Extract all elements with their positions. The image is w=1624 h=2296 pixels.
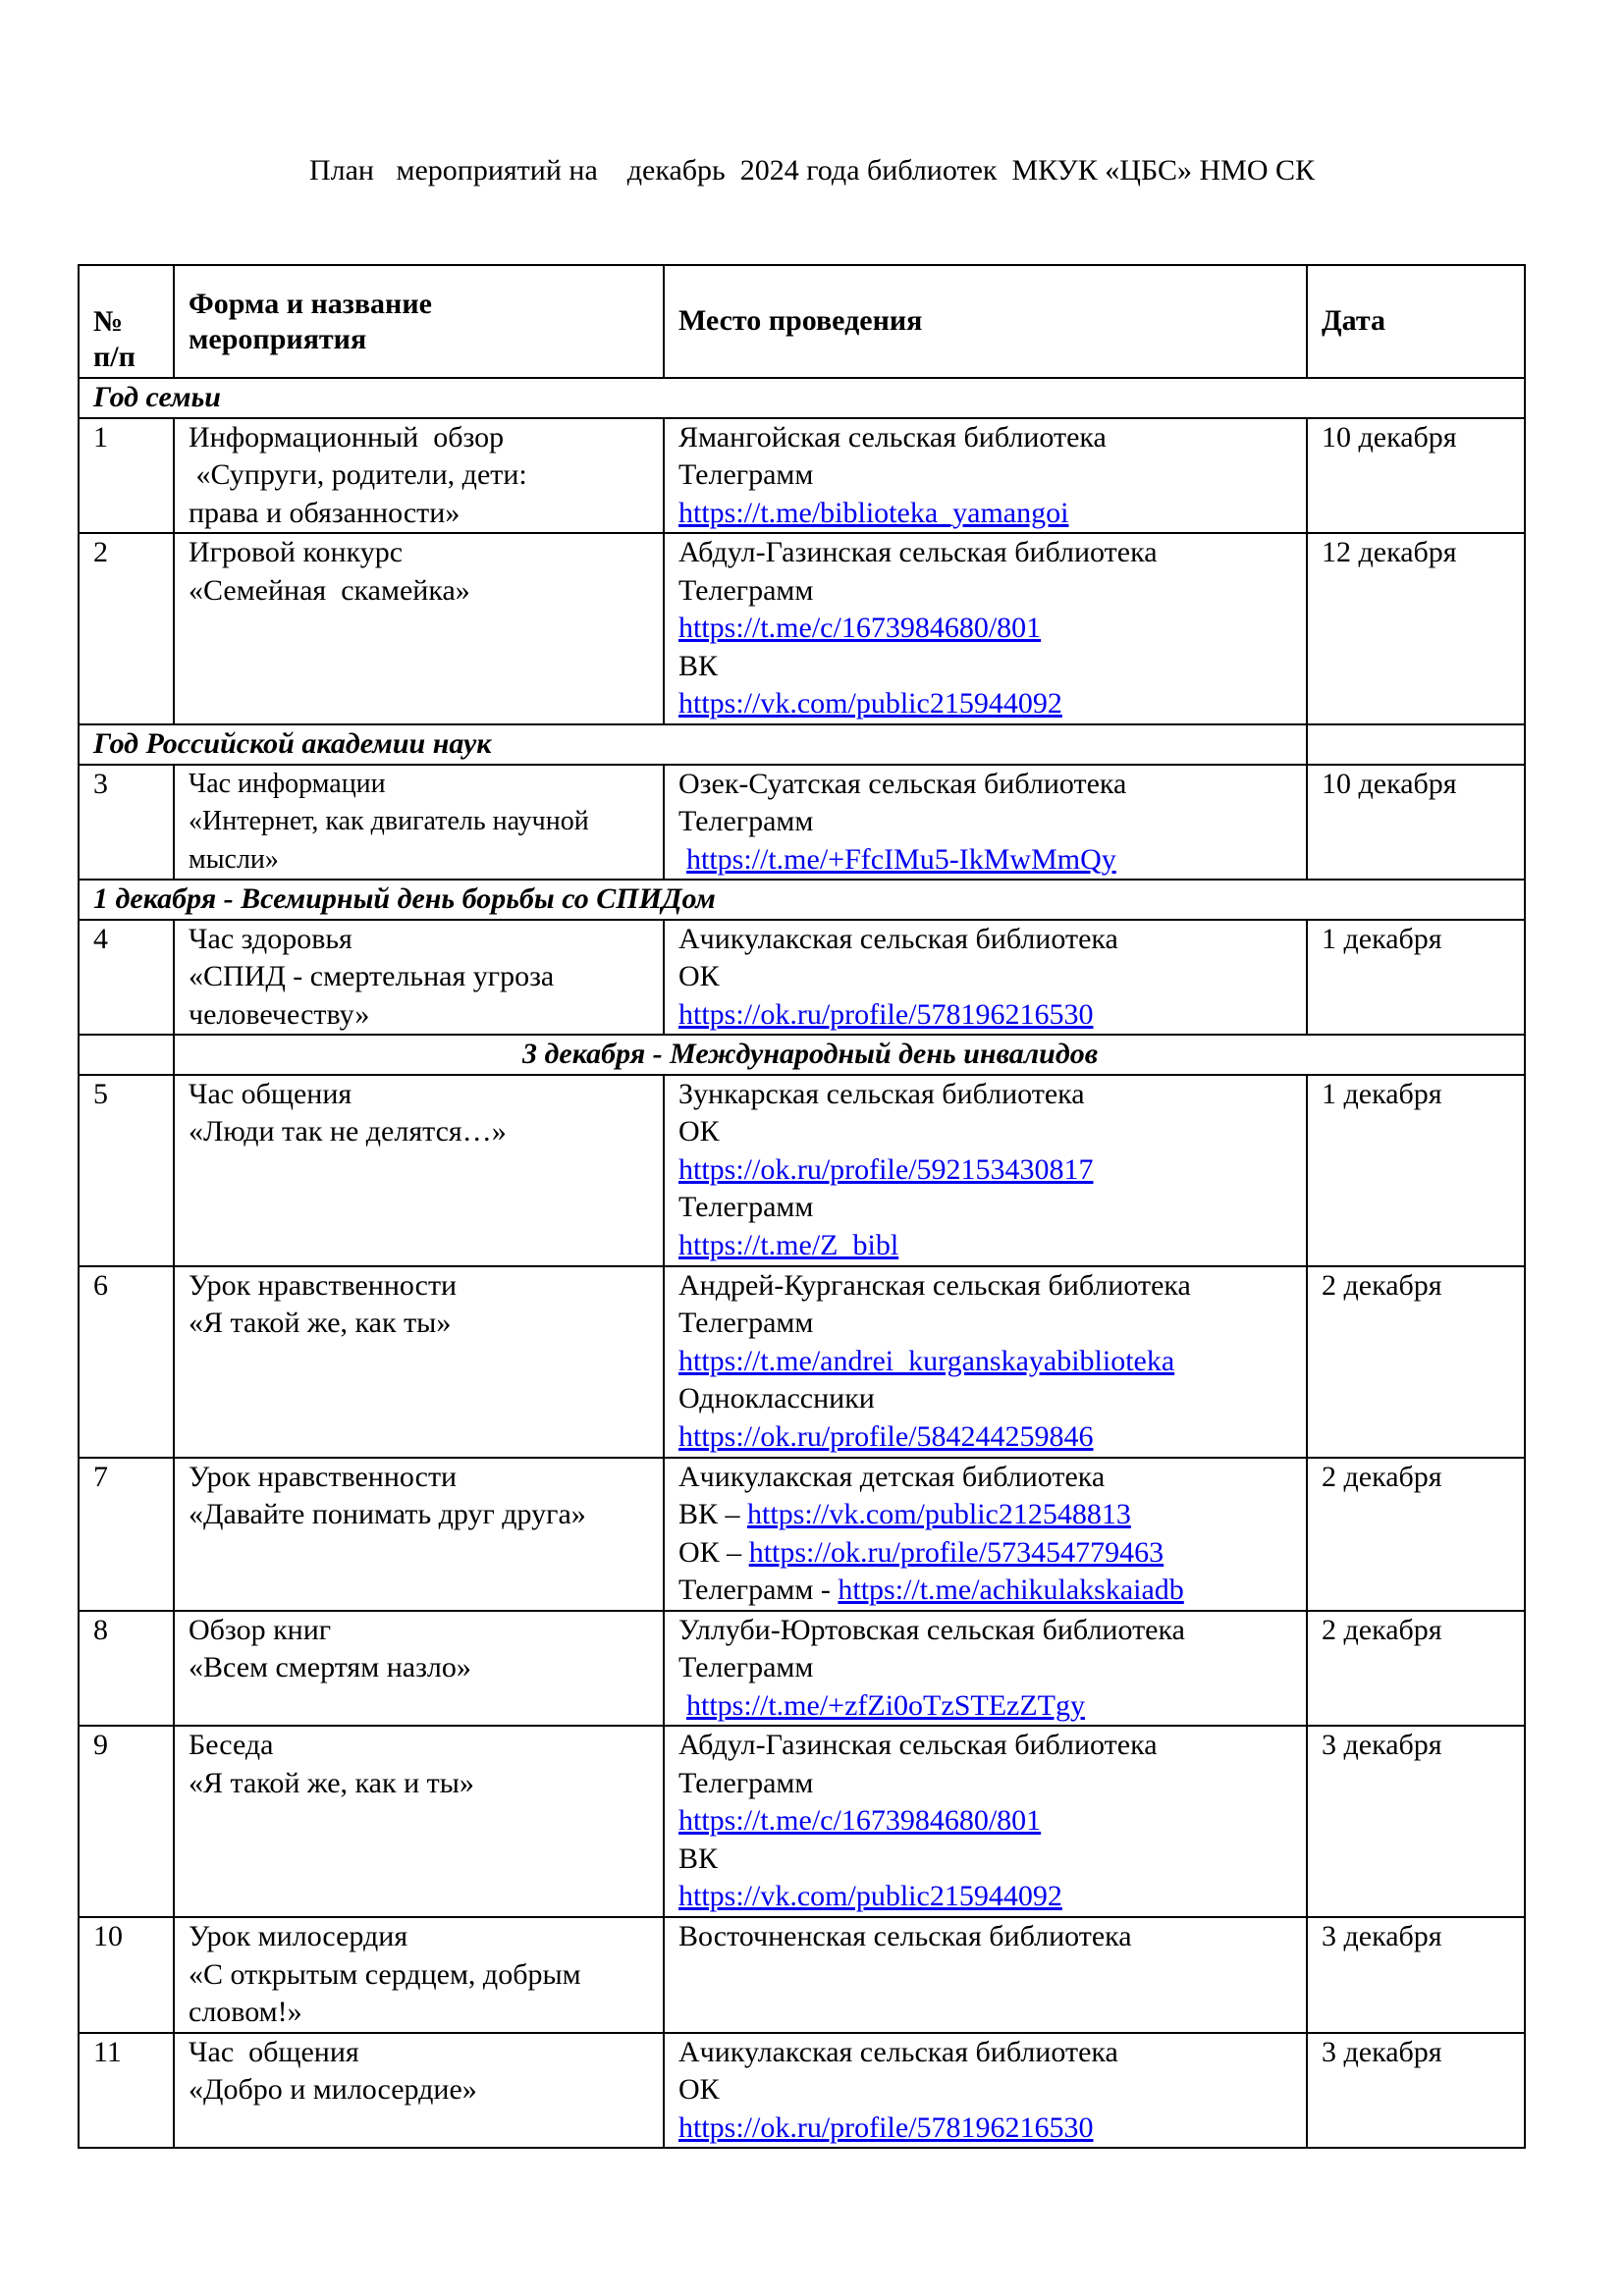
platform-label: ВК [678,649,719,682]
section-title: Год Российской академии наук [79,724,1307,765]
event-title: «Я такой же, как ты» [189,1307,452,1339]
section-title: 1 декабря - Всемирный день борьбы со СПИДом [79,880,1525,920]
event-title: права и обязанности» [189,496,460,529]
library-name: Ачикулакская сельская библиотека [678,2035,1118,2068]
event-place [664,1266,1307,1458]
row-number: 11 [79,2033,174,2149]
platform-label: ОК [678,1115,720,1148]
library-name: Абдул-Газинская сельская библиотека [678,536,1158,568]
event-place [664,1611,1307,1727]
platform-label: Телеграмм [678,458,814,491]
event-date: 10 декабря [1307,418,1525,534]
library-name: Зункарская сельская библиотека [678,1077,1085,1110]
event-name [174,1611,664,1727]
section-row [79,1035,1525,1075]
event-link[interactable]: https://t.me/andrei_kurganskayabiblioteka [678,1344,1175,1377]
event-form: Урок нравственности [189,1268,458,1302]
platform-label: Телеграмм [678,1307,814,1339]
section-row [79,378,1525,418]
event-place [664,2033,1307,2149]
event-form: Информационный обзор [189,420,505,454]
library-name: Ямангойская сельская библиотека [678,420,1107,454]
event-name [174,1266,664,1458]
table-row [79,1726,1525,1917]
section-row [79,880,1525,920]
section-title: Год семьи [79,378,1525,418]
event-link[interactable]: https://t.me/achikulakskaiadb [838,1574,1184,1606]
header-name-line2: мероприятия [189,322,367,355]
event-date: 1 декабря [1307,920,1525,1036]
event-link[interactable]: https://ok.ru/profile/592153430817 [678,1152,1094,1186]
event-date: 3 декабря [1307,2033,1525,2149]
platform-label: ВК [678,1842,719,1875]
event-date: 10 декабря [1307,765,1525,881]
event-link[interactable]: https://t.me/c/1673984680/801 [678,612,1042,644]
document-title: План мероприятий на декабрь 2024 года библиотек МКУК «ЦБС» НМО СК [308,154,1316,187]
event-link[interactable]: https://ok.ru/profile/573454779463 [748,1535,1164,1569]
event-place [664,1917,1307,2033]
event-name [174,2033,664,2149]
table-row [79,920,1525,1036]
platform-label: ОК [678,960,720,992]
event-title: «Люди так не делятся…» [189,1115,507,1148]
event-name [174,533,664,724]
row-number: 4 [79,920,174,1036]
header-name-line1: Форма и название [189,287,432,320]
table-header-row [79,265,1525,378]
event-title: мысли» [189,843,279,875]
event-title: «Я такой же, как и ты» [189,1766,474,1799]
event-link[interactable]: https://vk.com/public212548813 [747,1498,1131,1530]
event-link[interactable]: https://vk.com/public215944092 [678,687,1062,720]
event-form: Час информации [189,768,386,799]
event-link[interactable]: https://ok.ru/profile/578196216530 [678,997,1094,1031]
event-link[interactable]: https://vk.com/public215944092 [678,1880,1062,1912]
row-number: 8 [79,1611,174,1727]
header-number [79,265,174,378]
event-form: Час общения [189,1077,352,1110]
event-name [174,1075,664,1266]
event-place [664,533,1307,724]
platform-label: ОК – [678,1535,749,1569]
event-place [664,1726,1307,1917]
header-event-name [174,265,664,378]
event-date: 1 декабря [1307,1075,1525,1266]
event-date: 2 декабря [1307,1611,1525,1727]
event-link[interactable]: https://ok.ru/profile/584244259846 [678,1419,1094,1453]
platform-label: Телеграмм [678,1651,814,1683]
event-title: «Давайте понимать друг друга» [189,1498,586,1530]
event-title: «Супруги, родители, дети: [189,458,527,491]
event-form: Игровой конкурс [189,536,404,568]
table-row [79,1075,1525,1266]
table-row [79,1611,1525,1727]
event-form: Урок нравственности [189,1460,458,1493]
header-place: Место проведения [664,265,1307,378]
row-number: 9 [79,1726,174,1917]
header-number-line1: № [93,305,124,338]
event-title: «Всем смертям назло» [189,1651,471,1683]
row-number: 7 [79,1458,174,1611]
header-date: Дата [1307,265,1525,378]
library-name: Восточненская сельская библиотека [678,1920,1132,1952]
row-number: 3 [79,765,174,881]
platform-label: Телеграмм [678,573,814,607]
platform-label: Телеграмм [678,1766,814,1799]
event-title: «СПИД - смертельная угроза [189,960,555,992]
event-place [664,765,1307,881]
event-title: «Семейная скамейка» [189,573,470,607]
event-place [664,1075,1307,1266]
table-row [79,765,1525,881]
table-row [79,1458,1525,1611]
event-title: словом!» [189,1996,302,2028]
section-empty-cell [79,1035,174,1075]
event-name [174,765,664,881]
event-link[interactable]: https://t.me/c/1673984680/801 [678,1804,1042,1837]
library-name: Озек-Суатская сельская библиотека [678,767,1127,800]
library-name: Андрей-Курганская сельская библиотека [678,1268,1191,1302]
platform-label: Телеграмм - [678,1574,839,1606]
event-link[interactable]: https://ok.ru/profile/578196216530 [678,2110,1094,2144]
platform-label: Телеграмм [678,805,814,837]
event-place [664,1458,1307,1611]
event-form: Урок милосердия [189,1920,408,1952]
event-place [664,920,1307,1036]
event-form: Обзор книг [189,1613,332,1646]
library-name: Уллуби-Юртовская сельская библиотека [678,1613,1185,1646]
event-form: Час общения [189,2035,359,2068]
library-name: Ачикулакская сельская библиотека [678,922,1118,955]
row-number: 10 [79,1917,174,2033]
event-name [174,920,664,1036]
event-name [174,1726,664,1917]
event-title: «Добро и милосердие» [189,2073,477,2106]
row-number: 6 [79,1266,174,1458]
event-name [174,1458,664,1611]
platform-label: Телеграмм [678,1191,814,1223]
event-title: «Интернет, как двигатель научной [189,806,589,836]
section-row [79,724,1525,765]
event-date: 3 декабря [1307,1917,1525,2033]
event-link[interactable]: https://t.me/biblioteka_yamangoi [678,496,1069,529]
event-link[interactable]: https://t.me/+FfcIMu5-IkMwMmQy [686,842,1116,876]
event-date: 12 декабря [1307,533,1525,724]
event-link[interactable]: https://t.me/+zfZi0oTzSTEzZTgy [686,1688,1085,1722]
table-row [79,418,1525,534]
event-name [174,1917,664,2033]
event-date: 2 декабря [1307,1458,1525,1611]
header-number-line2: п/п [93,341,135,373]
event-form: Час здоровья [189,922,352,955]
event-name [174,418,664,534]
section-empty-cell [1307,724,1525,765]
section-title: 3 декабря - Международный день инвалидов [174,1035,1525,1075]
event-link[interactable]: https://t.me/Z_bibl [678,1228,899,1261]
table-row [79,1917,1525,2033]
library-name: Абдул-Газинская сельская библиотека [678,1729,1158,1761]
event-title: «С открытым сердцем, добрым [189,1957,581,1991]
event-title: человечеству» [189,997,370,1031]
event-place [664,418,1307,534]
platform-label: ОК [678,2073,720,2106]
event-date: 3 декабря [1307,1726,1525,1917]
events-table [78,264,1526,2149]
event-form: Беседа [189,1729,274,1761]
table-row [79,533,1525,724]
platform-label: ВК – [678,1498,748,1530]
library-name: Ачикулакская детская библиотека [678,1460,1106,1493]
table-row [79,2033,1525,2149]
platform-label: Одноклассники [678,1382,875,1415]
table-row [79,1266,1525,1458]
row-number: 1 [79,418,174,534]
row-number: 2 [79,533,174,724]
event-date: 2 декабря [1307,1266,1525,1458]
row-number: 5 [79,1075,174,1266]
